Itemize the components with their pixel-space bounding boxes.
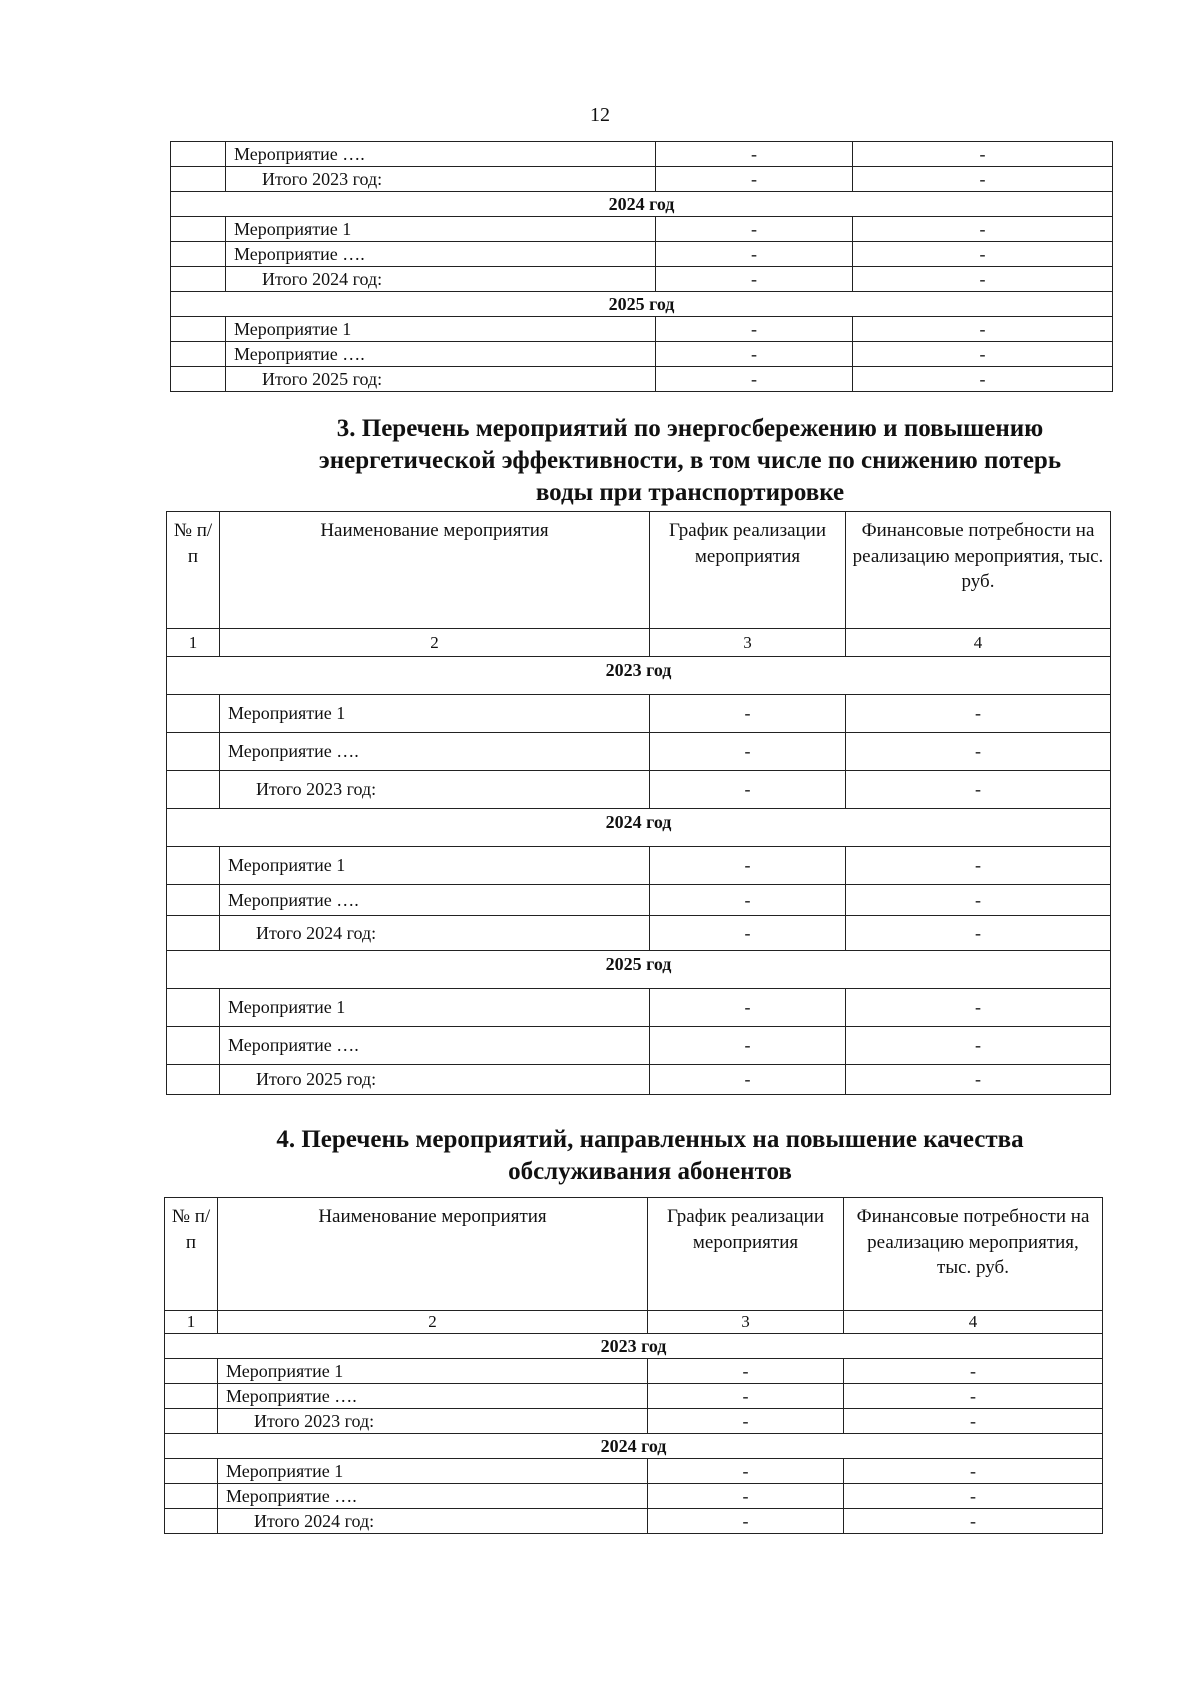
finance-cell: -: [853, 317, 1113, 342]
schedule-cell: -: [648, 1484, 844, 1509]
header-schedule: График реализации мероприятия: [650, 512, 846, 629]
table-row: [167, 989, 1111, 1027]
year-heading: 2024 год: [165, 1434, 1103, 1459]
year-row: [171, 192, 1113, 217]
table-section-2-continued: [170, 141, 1113, 392]
table-row: [165, 1459, 1103, 1484]
total-name-cell: Итого 2025 год:: [220, 1065, 650, 1095]
table-row: [167, 771, 1111, 809]
finance-cell: -: [853, 167, 1113, 192]
table-row: [171, 267, 1113, 292]
section-4-title: [200, 1124, 1100, 1188]
table-row: [167, 885, 1111, 916]
finance-cell: -: [846, 733, 1111, 771]
schedule-cell: -: [650, 733, 846, 771]
table-section-4: [164, 1197, 1103, 1534]
schedule-cell: -: [650, 847, 846, 885]
finance-cell: -: [846, 1065, 1111, 1095]
table-header-row: [165, 1198, 1103, 1311]
finance-cell: -: [846, 695, 1111, 733]
table-section-3: [166, 511, 1111, 1095]
finance-cell: -: [853, 267, 1113, 292]
total-name-cell: Итого 2023 год:: [226, 167, 656, 192]
table-row: [167, 733, 1111, 771]
row-number-cell: [171, 317, 226, 342]
row-number-cell: [165, 1409, 218, 1434]
table-row: [165, 1359, 1103, 1384]
year-row: [165, 1334, 1103, 1359]
column-number-row: [167, 629, 1111, 657]
finance-cell: -: [844, 1509, 1103, 1534]
finance-cell: -: [844, 1359, 1103, 1384]
finance-cell: -: [844, 1459, 1103, 1484]
total-name-cell: Итого 2025 год:: [226, 367, 656, 392]
year-row: [167, 951, 1111, 989]
year-heading: 2024 год: [171, 192, 1113, 217]
column-number: 1: [165, 1311, 218, 1334]
year-row: [171, 292, 1113, 317]
header-finance: Финансовые потребности на реализацию мероприятия, тыс. руб.: [846, 512, 1111, 629]
table-row: [165, 1409, 1103, 1434]
row-number-cell: [171, 242, 226, 267]
column-number-row: [165, 1311, 1103, 1334]
measure-name-cell: Мероприятие 1: [220, 989, 650, 1027]
finance-cell: -: [846, 847, 1111, 885]
schedule-cell: -: [656, 317, 853, 342]
table-row: [171, 317, 1113, 342]
year-row: [167, 809, 1111, 847]
row-number-cell: [167, 989, 220, 1027]
column-number: 4: [846, 629, 1111, 657]
row-number-cell: [167, 733, 220, 771]
table-row: [165, 1509, 1103, 1534]
finance-cell: -: [846, 771, 1111, 809]
schedule-cell: -: [648, 1359, 844, 1384]
section-title-line: энергетической эффективности, в том числе по снижению потерь: [318, 446, 1062, 474]
header-number: № п/п: [165, 1198, 218, 1311]
row-number-cell: [165, 1384, 218, 1409]
table-row: [171, 167, 1113, 192]
row-number-cell: [167, 771, 220, 809]
table-row: [167, 1027, 1111, 1065]
column-number: 3: [648, 1311, 844, 1334]
finance-cell: -: [853, 367, 1113, 392]
year-heading: 2023 год: [167, 657, 1111, 695]
finance-cell: -: [853, 217, 1113, 242]
table-header-row: [167, 512, 1111, 629]
schedule-cell: -: [656, 267, 853, 292]
header-measure-name: Наименование мероприятия: [218, 1198, 648, 1311]
schedule-cell: -: [656, 167, 853, 192]
row-number-cell: [165, 1359, 218, 1384]
column-number: 2: [218, 1311, 648, 1334]
table-row: [167, 847, 1111, 885]
schedule-cell: -: [650, 989, 846, 1027]
row-number-cell: [165, 1509, 218, 1534]
schedule-cell: -: [650, 771, 846, 809]
finance-cell: -: [846, 885, 1111, 916]
total-name-cell: Итого 2024 год:: [218, 1509, 648, 1534]
measure-name-cell: Мероприятие ….: [226, 142, 656, 167]
measure-name-cell: Мероприятие 1: [218, 1459, 648, 1484]
finance-cell: -: [853, 142, 1113, 167]
total-name-cell: Итого 2023 год:: [218, 1409, 648, 1434]
measure-name-cell: Мероприятие 1: [218, 1359, 648, 1384]
total-name-cell: Итого 2024 год:: [220, 916, 650, 951]
year-heading: 2023 год: [165, 1334, 1103, 1359]
column-number: 4: [844, 1311, 1103, 1334]
finance-cell: -: [844, 1409, 1103, 1434]
schedule-cell: -: [650, 1027, 846, 1065]
row-number-cell: [167, 695, 220, 733]
finance-cell: -: [846, 916, 1111, 951]
finance-cell: -: [846, 989, 1111, 1027]
table-row: [165, 1384, 1103, 1409]
measure-name-cell: Мероприятие ….: [220, 733, 650, 771]
schedule-cell: -: [650, 885, 846, 916]
table-row: [171, 142, 1113, 167]
row-number-cell: [167, 847, 220, 885]
row-number-cell: [167, 916, 220, 951]
section-3-title: [270, 413, 1110, 508]
page-number: 12: [590, 104, 610, 126]
section-title-line: воды при транспортировке: [535, 478, 845, 506]
header-finance: Финансовые потребности на реализацию мероприятия, тыс. руб.: [844, 1198, 1103, 1311]
year-row: [165, 1434, 1103, 1459]
row-number-cell: [167, 885, 220, 916]
schedule-cell: -: [656, 242, 853, 267]
year-row: [167, 657, 1111, 695]
table-row: [171, 217, 1113, 242]
finance-cell: -: [844, 1484, 1103, 1509]
header-schedule: График реализации мероприятия: [648, 1198, 844, 1311]
table-row: [167, 695, 1111, 733]
column-number: 1: [167, 629, 220, 657]
row-number-cell: [171, 167, 226, 192]
row-number-cell: [167, 1027, 220, 1065]
schedule-cell: -: [648, 1509, 844, 1534]
section-title-line: 3. Перечень мероприятий по энергосбережению и повышению: [336, 415, 1044, 442]
row-number-cell: [171, 142, 226, 167]
column-number: 2: [220, 629, 650, 657]
schedule-cell: -: [648, 1459, 844, 1484]
year-heading: 2025 год: [171, 292, 1113, 317]
table-row: [171, 367, 1113, 392]
schedule-cell: -: [650, 695, 846, 733]
section-title-line: обслуживания абонентов: [508, 1157, 792, 1185]
row-number-cell: [171, 267, 226, 292]
finance-cell: -: [846, 1027, 1111, 1065]
measure-name-cell: Мероприятие ….: [220, 885, 650, 916]
year-heading: 2025 год: [167, 951, 1111, 989]
measure-name-cell: Мероприятие 1: [220, 695, 650, 733]
column-number: 3: [650, 629, 846, 657]
measure-name-cell: Мероприятие 1: [226, 217, 656, 242]
header-measure-name: Наименование мероприятия: [220, 512, 650, 629]
finance-cell: -: [853, 342, 1113, 367]
table-row: [171, 242, 1113, 267]
schedule-cell: -: [650, 916, 846, 951]
measure-name-cell: Мероприятие ….: [226, 342, 656, 367]
header-number: № п/п: [167, 512, 220, 629]
schedule-cell: -: [656, 142, 853, 167]
table-row: [167, 916, 1111, 951]
schedule-cell: -: [656, 367, 853, 392]
schedule-cell: -: [656, 217, 853, 242]
row-number-cell: [171, 342, 226, 367]
row-number-cell: [171, 367, 226, 392]
measure-name-cell: Мероприятие ….: [226, 242, 656, 267]
measure-name-cell: Мероприятие ….: [220, 1027, 650, 1065]
year-heading: 2024 год: [167, 809, 1111, 847]
row-number-cell: [165, 1484, 218, 1509]
schedule-cell: -: [650, 1065, 846, 1095]
measure-name-cell: Мероприятие ….: [218, 1484, 648, 1509]
schedule-cell: -: [656, 342, 853, 367]
measure-name-cell: Мероприятие ….: [218, 1384, 648, 1409]
measure-name-cell: Мероприятие 1: [226, 317, 656, 342]
total-name-cell: Итого 2024 год:: [226, 267, 656, 292]
table-row: [165, 1484, 1103, 1509]
total-name-cell: Итого 2023 год:: [220, 771, 650, 809]
table-row: [167, 1065, 1111, 1095]
row-number-cell: [171, 217, 226, 242]
finance-cell: -: [844, 1384, 1103, 1409]
finance-cell: -: [853, 242, 1113, 267]
row-number-cell: [167, 1065, 220, 1095]
schedule-cell: -: [648, 1409, 844, 1434]
measure-name-cell: Мероприятие 1: [220, 847, 650, 885]
row-number-cell: [165, 1459, 218, 1484]
schedule-cell: -: [648, 1384, 844, 1409]
section-title-line: 4. Перечень мероприятий, направленных на повышение качества: [276, 1126, 1024, 1153]
table-row: [171, 342, 1113, 367]
